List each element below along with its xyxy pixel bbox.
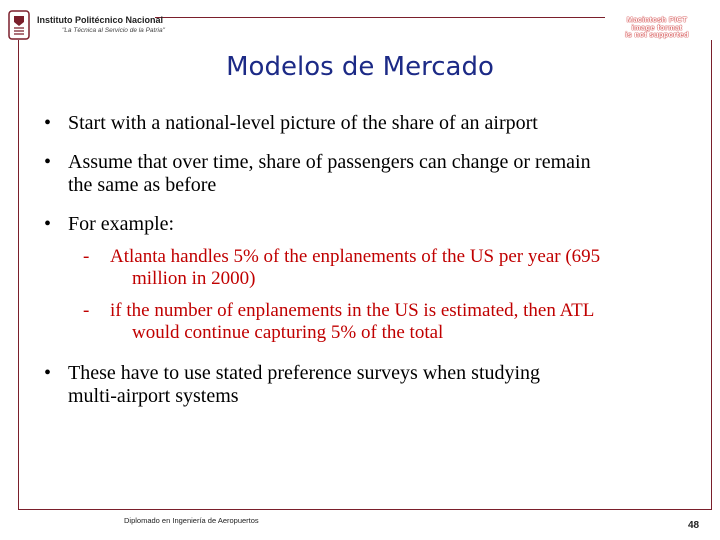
sub-bullet-marker: - xyxy=(83,246,90,267)
ipn-seal-logo-icon xyxy=(8,10,30,40)
unsupported-image-placeholder xyxy=(607,16,707,38)
bullet-item xyxy=(38,362,698,408)
placeholder-line: image format xyxy=(631,22,683,32)
frame-right-line xyxy=(711,40,712,510)
bullet-marker: • xyxy=(44,213,52,235)
sub-bullet-marker: - xyxy=(83,300,90,321)
bullet-text: Start with a national-level picture of the share of an airport xyxy=(68,112,538,134)
bullet-item xyxy=(38,213,698,236)
sub-bullet-text-continued: million in 2000) xyxy=(132,268,256,289)
bullet-marker: • xyxy=(44,112,52,134)
bullet-text-continued: the same as before xyxy=(68,174,217,196)
sub-bullet-text-continued: would continue capturing 5% of the total xyxy=(132,322,444,343)
bullet-text-continued: multi-airport systems xyxy=(68,385,239,407)
sub-bullet-text: Atlanta handles 5% of the enplanements of the US per year (695 xyxy=(110,246,601,267)
bullet-item xyxy=(38,112,698,135)
slide-content xyxy=(38,112,698,424)
sub-bullet-text: if the number of enplanements in the US is estimated, then ATL xyxy=(110,300,595,321)
sub-bullet-item xyxy=(38,300,698,344)
placeholder-line: is not supported xyxy=(625,30,689,39)
footer-course-name: Diplomado en Ingeniería de Aeropuertos xyxy=(124,516,259,525)
page-number: 48 xyxy=(688,520,700,531)
frame-top-line xyxy=(155,17,605,18)
bullet-marker: • xyxy=(44,151,52,173)
frame-left-line xyxy=(18,40,19,510)
frame-bottom-line xyxy=(18,509,712,510)
institution-tagline: "La Técnica al Servicio de la Patria" xyxy=(62,27,165,34)
bullet-text: For example: xyxy=(68,213,175,235)
institution-name: Instituto Politécnico Nacional xyxy=(37,15,164,25)
slide-title: Modelos de Mercado xyxy=(226,52,494,82)
placeholder-line: Macintosh PICT xyxy=(626,15,688,24)
bullet-marker: • xyxy=(44,362,52,384)
bullet-item xyxy=(38,151,698,197)
bullet-text: These have to use stated preference surveys when studying xyxy=(68,362,541,384)
bullet-text: Assume that over time, share of passengers can change or remain xyxy=(68,151,591,173)
sub-bullet-item xyxy=(38,246,698,290)
